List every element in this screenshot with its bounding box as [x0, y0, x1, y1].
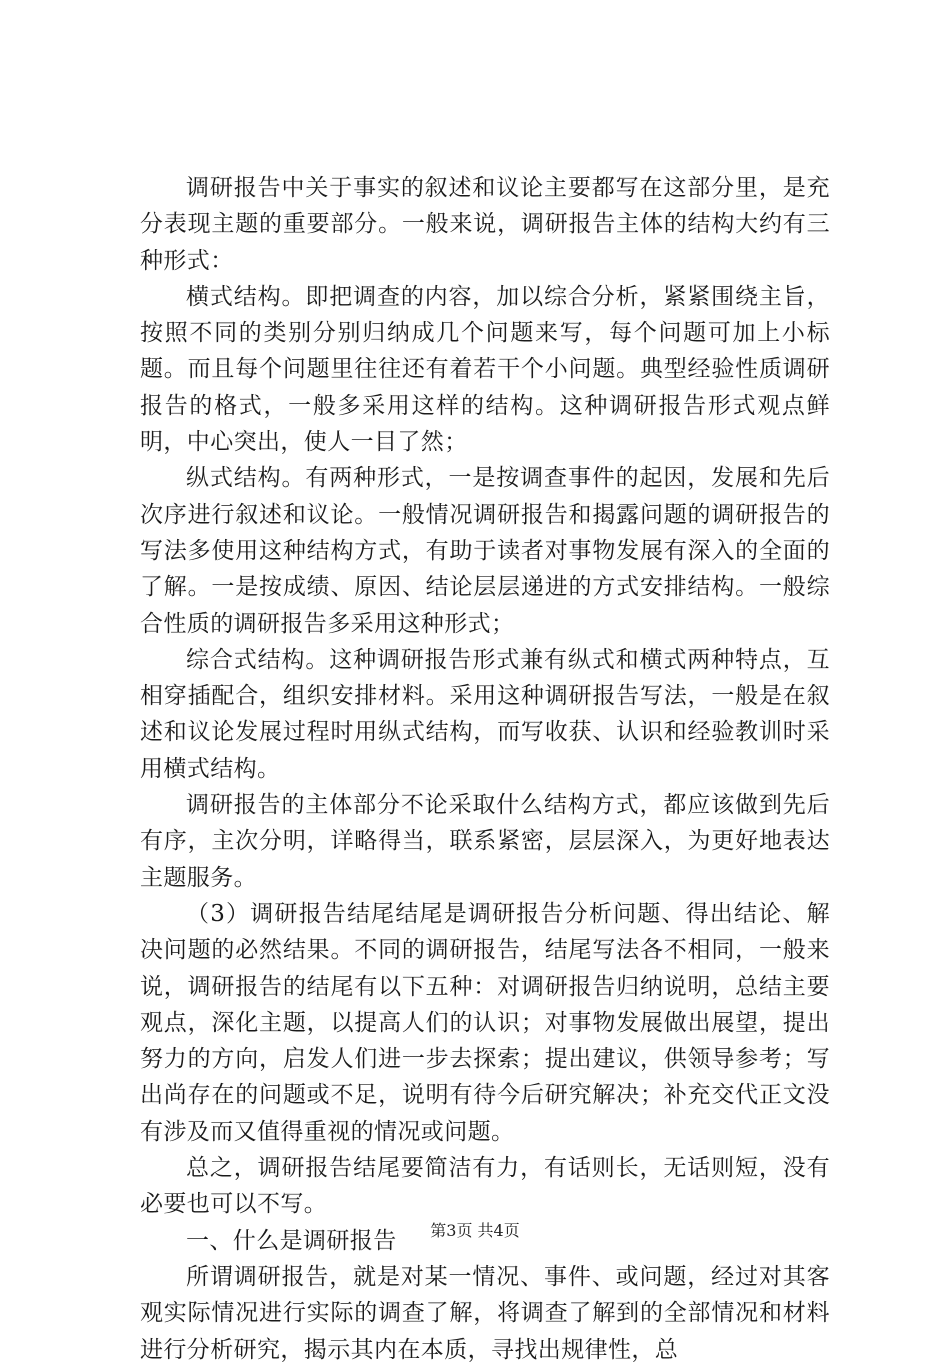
paragraph-ending: （3）调研报告结尾结尾是调研报告分析问题、得出结论、解决问题的必然结果。不同的调研报告，结尾写法各不相同，一般来说，调研报告的结尾有以下五种：对调研报告归纳说明，总结主要观点，深化主题，以提高人们的认识；对事物发展做出展望，提出努力的方向，启发人们进一步去探索；提出建议，供领导参考；写出尚存在的问题或不足，说明有待今后研究解决；补充交代正文没有涉及而又值得重视的情况或问题。 [140, 900, 830, 1145]
paragraph-intro: 调研报告中关于事实的叙述和议论主要都写在这部分里，是充分表现主题的重要部分。一般来说，调研报告主体的结构大约有三种形式： [140, 175, 830, 274]
paragraph-conclusion: 总之，调研报告结尾要简洁有力，有话则长，无话则短，没有必要也可以不写。 [140, 1155, 830, 1218]
paragraph-vertical-structure: 纵式结构。有两种形式，一是按调查事件的起因，发展和先后次序进行叙述和议论。一般情况调研报告和揭露问题的调研报告的写法多使用这种结构方式，有助于读者对事物发展有深入的全面的了解。一是按成绩、原因、结论层层递进的方式安排结构。一般综合性质的调研报告多采用这种形式； [140, 465, 830, 637]
paragraph-definition: 所谓调研报告，就是对某一情况、事件、或问题，经过对其客观实际情况进行实际的调查了解，将调查了解到的全部情况和材料进行分析研究，揭示其内在本质，寻找出规律性，总 [140, 1263, 830, 1363]
paragraph-body-summary: 调研报告的主体部分不论采取什么结构方式，都应该做到先后有序，主次分明，详略得当，联系紧密，层层深入，为更好地表达主题服务。 [140, 792, 830, 891]
section-heading: 一、什么是调研报告 [186, 1227, 397, 1254]
document-body [140, 170, 830, 1368]
paragraph-combined-structure: 综合式结构。这种调研报告形式兼有纵式和横式两种特点，互相穿插配合，组织安排材料。采用这种调研报告写法，一般是在叙述和议论发展过程时用纵式结构，而写收获、认识和经验教训时采用横式结构。 [140, 646, 830, 782]
page-footer: 第3页 共4页 [430, 1221, 520, 1240]
paragraph-horizontal-structure: 横式结构。即把调查的内容，加以综合分析，紧紧围绕主旨，按照不同的类别分别归纳成几个问题来写，每个问题可加上小标题。而且每个问题里往往还有着若干个小问题。典型经验性质调研报告的格式，一般多采用这样的结构。这种调研报告形式观点鲜明，中心突出，使人一目了然； [140, 283, 830, 456]
